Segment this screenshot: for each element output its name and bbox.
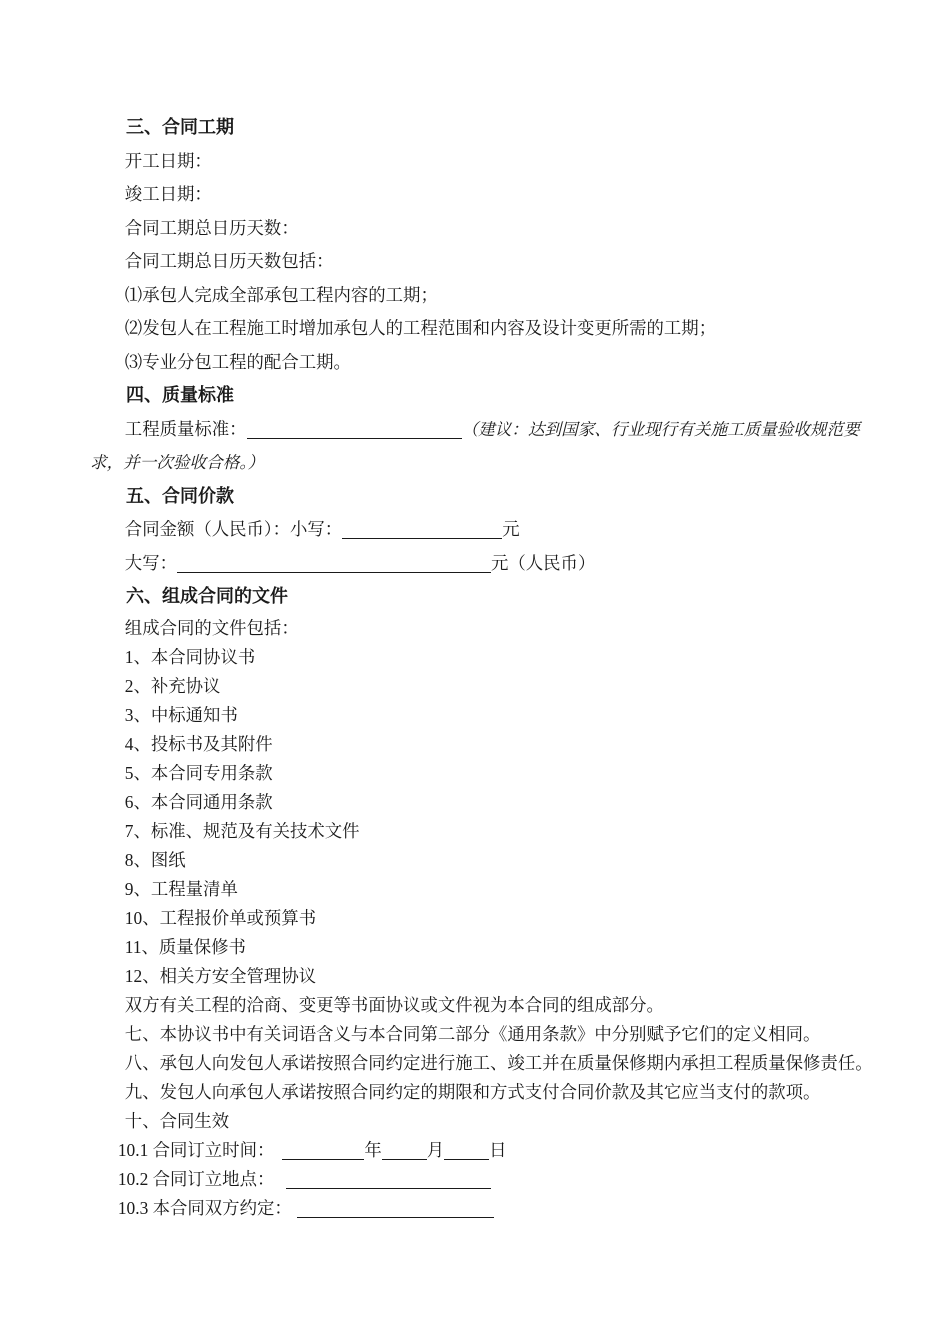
contract-doc-item-9: 9、工程量清单 bbox=[124, 878, 238, 899]
line-amount-uppercase bbox=[90, 547, 862, 581]
line-scope-item-1: ⑴承包人完成全部承包工程内容的工期； bbox=[124, 284, 438, 305]
line-clause-8: 八、承包人向发包人承诺按照合同约定进行施工、竣工并在质量保修期内承担工程质量保修责任。 bbox=[124, 1052, 873, 1073]
year-label: 年 bbox=[364, 1139, 382, 1160]
line-scope-item-3: ⑶专业分包工程的配合工期。 bbox=[124, 351, 351, 372]
mutual-agreement-label: 10.3 本合同双方约定： bbox=[117, 1197, 292, 1218]
line-mutual-agreement bbox=[90, 1194, 862, 1223]
line-total-calendar-days: 合同工期总日历天数： bbox=[124, 217, 299, 238]
line-start-date: 开工日期： bbox=[124, 150, 212, 171]
signing-time-label: 10.1 合同订立时间： bbox=[117, 1139, 275, 1160]
heading-quality-standard: 四、质量标准 bbox=[126, 385, 234, 405]
amount-blank-underline bbox=[342, 521, 502, 539]
document-content bbox=[90, 111, 873, 1223]
contract-doc-item-2: 2、补充协议 bbox=[124, 675, 221, 696]
line-signing-time bbox=[90, 1136, 862, 1165]
line-scope-item-2: ⑵发包人在工程施工时增加承包人的工程范围和内容及设计变更所需的工期； bbox=[124, 318, 717, 338]
caps-label: 大写： bbox=[124, 552, 177, 573]
caps-unit-label: 元（人民币） bbox=[490, 552, 596, 573]
contract-doc-item-1: 1、本合同协议书 bbox=[124, 646, 256, 667]
contract-doc-item-6: 6、本合同通用条款 bbox=[124, 791, 273, 812]
contract-doc-item-8: 8、图纸 bbox=[124, 849, 186, 870]
month-label: 月 bbox=[426, 1139, 445, 1160]
contract-doc-item-7: 7、标准、规范及有关技术文件 bbox=[124, 820, 360, 841]
line-total-days-include: 合同工期总日历天数包括： bbox=[124, 251, 334, 271]
line-clause-7: 七、本协议书中有关词语含义与本合同第二部分《通用条款》中分别赋予它们的定义相同。 bbox=[124, 1023, 821, 1044]
contract-doc-item-4: 4、投标书及其附件 bbox=[124, 733, 273, 754]
quality-blank-underline bbox=[247, 420, 462, 438]
month-blank-underline bbox=[382, 1141, 427, 1159]
contract-doc-item-12: 12、相关方安全管理协议 bbox=[124, 965, 317, 986]
quality-label: 工程质量标准： bbox=[124, 418, 247, 439]
contract-doc-item-10: 10、工程报价单或预算书 bbox=[124, 907, 317, 928]
line-signing-place bbox=[90, 1165, 862, 1194]
amount-label: 合同金额（人民币）：小写： bbox=[124, 519, 343, 539]
line-clause-9: 九、发包人向承包人承诺按照合同约定的期限和方式支付合同价款及其它应当支付的款项。 bbox=[124, 1081, 821, 1102]
line-clause-10-heading: 十、合同生效 bbox=[124, 1110, 230, 1131]
line-documents-intro: 组成合同的文件包括： bbox=[124, 617, 299, 638]
year-blank-underline bbox=[282, 1141, 364, 1159]
caps-blank-underline bbox=[177, 554, 491, 572]
line-amount-lowercase bbox=[90, 513, 862, 547]
line-completion-date: 竣工日期： bbox=[124, 184, 212, 204]
heading-contract-price: 五、合同价款 bbox=[126, 485, 234, 506]
contract-doc-item-3: 3、中标通知书 bbox=[124, 704, 238, 725]
day-blank-underline bbox=[444, 1141, 489, 1159]
yuan-label: 元 bbox=[502, 519, 520, 539]
quality-suggestion-note: （建议：达到国家、行业现行有关施工质量验收规范要求，并一次验收合格。） bbox=[90, 419, 860, 472]
day-label: 日 bbox=[489, 1139, 507, 1160]
line-quality-standard bbox=[90, 413, 862, 480]
heading-contract-documents: 六、组成合同的文件 bbox=[126, 586, 288, 606]
line-documents-note: 双方有关工程的洽商、变更等书面协议或文件视为本合同的组成部分。 bbox=[124, 994, 664, 1015]
contract-doc-item-5: 5、本合同专用条款 bbox=[124, 762, 273, 783]
agreement-blank-underline bbox=[297, 1199, 494, 1217]
heading-section-work-period: 三、合同工期 bbox=[126, 117, 234, 137]
place-blank-underline bbox=[286, 1170, 491, 1188]
signing-place-label: 10.2 合同订立地点： bbox=[117, 1168, 275, 1189]
contract-doc-item-11: 11、质量保修书 bbox=[124, 936, 246, 957]
